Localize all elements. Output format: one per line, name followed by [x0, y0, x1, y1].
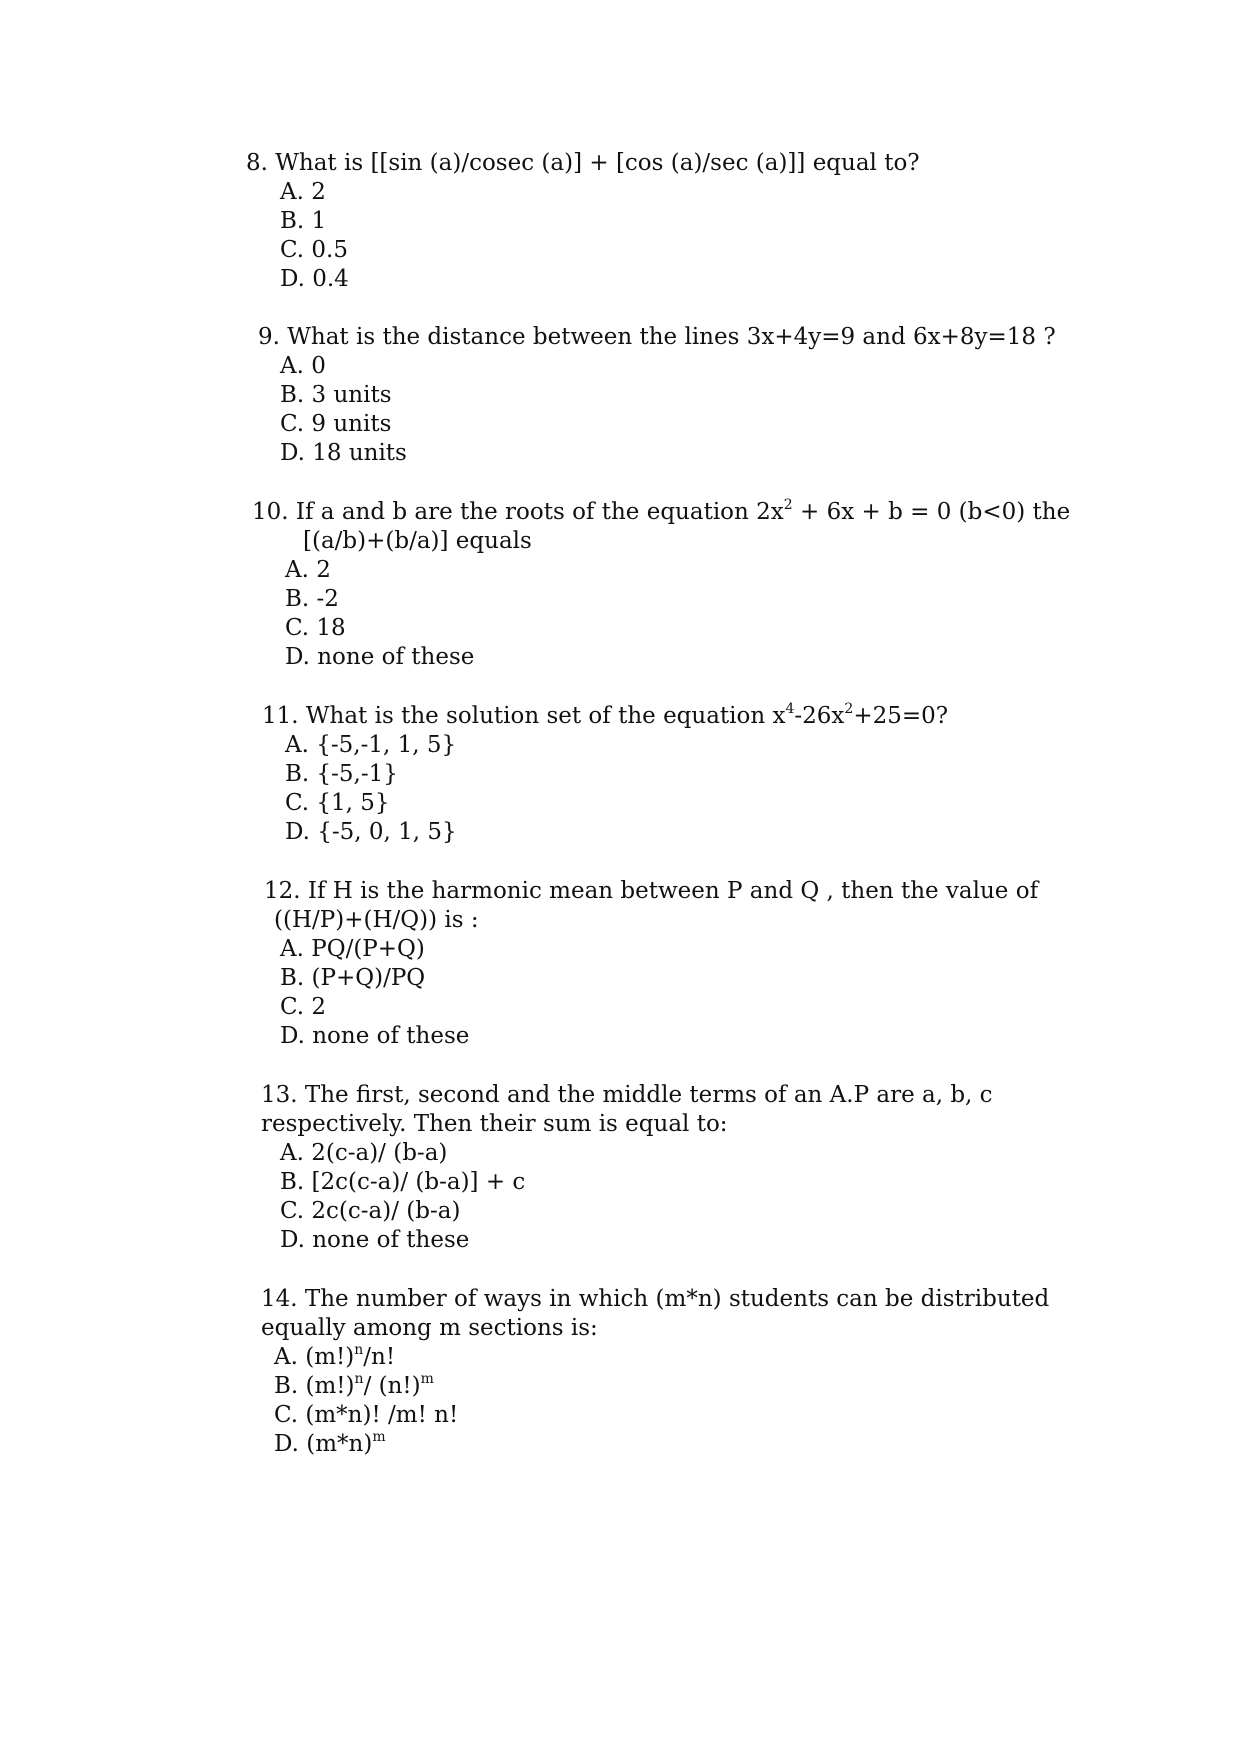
question-14-option-c [274, 1401, 458, 1430]
question-12-option-a: A. PQ/(P+Q) [280, 936, 425, 962]
question-10-exponent: 2 [783, 497, 793, 514]
question-9-option-a: A. 0 [280, 353, 326, 379]
question-14-option-d-part-a: D. (m*n) [274, 1431, 373, 1457]
question-8-option-a: A. 2 [280, 179, 326, 205]
question-9-option-d: D. 18 units [280, 440, 407, 466]
question-11-stem-part-b: -26x [794, 703, 845, 729]
question-13-option-d: D. none of these [280, 1227, 470, 1253]
question-9-option-c: C. 9 units [280, 411, 392, 437]
question-10-stem [252, 498, 1070, 527]
question-11-exponent-2: 2 [844, 701, 854, 718]
question-10-stem-line-2: [(a/b)+(b/a)] equals [303, 528, 532, 554]
question-9-stem: 9. What is the distance between the lines 3x+4y=9 and 6x+8y=18 ? [258, 324, 1056, 350]
question-8-option-d: D. 0.4 [280, 266, 349, 292]
question-13-stem-line-2: respectively. Then their sum is equal to: [261, 1111, 728, 1137]
question-14-option-b-exponent-2: m [420, 1371, 434, 1388]
question-11-stem-part-c: +25=0? [853, 703, 949, 729]
question-12-stem: 12. If H is the harmonic mean between P and Q , then the value of [264, 878, 1039, 904]
question-11-option-d: D. {-5, 0, 1, 5} [285, 819, 457, 845]
question-10-stem-part-b: + 6x + b = 0 (b<0) the [792, 499, 1071, 525]
question-14-option-b-exponent-1: n [354, 1371, 364, 1388]
question-11-stem [262, 702, 948, 731]
question-14-option-a-part-b: /n! [363, 1344, 396, 1370]
question-13-option-a: A. 2(c-a)/ (b-a) [280, 1140, 448, 1166]
question-11-exponent-1: 4 [785, 701, 795, 718]
question-14-option-b-part-b: / (n!) [363, 1373, 421, 1399]
question-14-stem-line-2: equally among m sections is: [261, 1315, 598, 1341]
question-9-option-b: B. 3 units [280, 382, 392, 408]
question-14-option-c-text: C. (m*n)! /m! n! [274, 1402, 459, 1428]
question-11-stem-part-a: 11. What is the solution set of the equation x [262, 703, 786, 729]
question-10-option-a: A. 2 [285, 557, 331, 583]
question-10-option-c: C. 18 [285, 615, 346, 641]
question-10-option-d: D. none of these [285, 644, 475, 670]
question-11-option-b: B. {-5,-1} [285, 761, 398, 787]
question-13-stem: 13. The first, second and the middle terms of an A.P are a, b, c [261, 1082, 993, 1108]
question-8-stem: 8. What is [[sin (a)/cosec (a)] + [cos (a)/sec (a)]] equal to? [246, 150, 920, 176]
question-13-option-b: B. [2c(c-a)/ (b-a)] + c [280, 1169, 526, 1195]
question-13-option-c: C. 2c(c-a)/ (b-a) [280, 1198, 461, 1224]
question-8-option-c: C. 0.5 [280, 237, 348, 263]
question-11-option-c: C. {1, 5} [285, 790, 390, 816]
question-14-stem: 14. The number of ways in which (m*n) students can be distributed [261, 1286, 1050, 1312]
question-10-stem-part-a: 10. If a and b are the roots of the equation 2x [252, 499, 784, 525]
question-12-stem-line-2: ((H/P)+(H/Q)) is : [274, 907, 479, 933]
question-14-option-b-part-a: B. (m!) [274, 1373, 355, 1399]
question-8-option-b: B. 1 [280, 208, 327, 234]
question-14-option-b [274, 1372, 434, 1401]
question-14-option-a-part-a: A. (m!) [274, 1344, 355, 1370]
question-12-option-d: D. none of these [280, 1023, 470, 1049]
question-12-option-b: B. (P+Q)/PQ [280, 965, 426, 991]
question-14-option-a [274, 1343, 395, 1372]
question-14-option-a-exponent: n [354, 1342, 364, 1359]
question-14-option-d-exponent: m [372, 1429, 386, 1446]
question-10-option-b: B. -2 [285, 586, 339, 612]
question-14-option-d [274, 1430, 386, 1459]
question-12-option-c: C. 2 [280, 994, 327, 1020]
question-11-option-a: A. {-5,-1, 1, 5} [285, 732, 457, 758]
